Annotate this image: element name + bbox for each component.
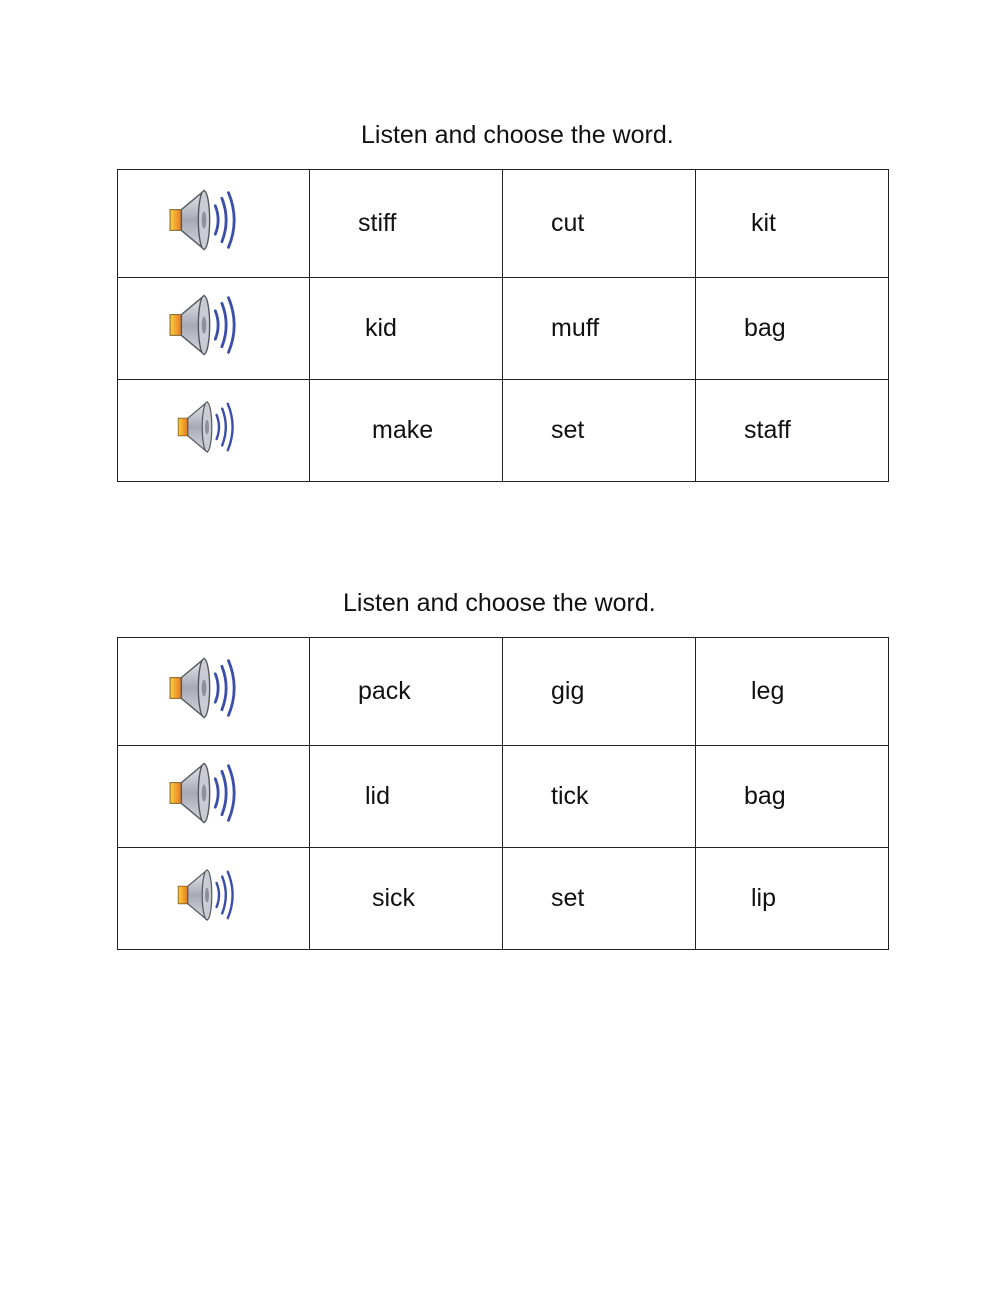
- audio-cell: [118, 746, 310, 848]
- word-cell: [696, 638, 889, 746]
- word-option[interactable]: kit: [751, 209, 776, 237]
- word-option[interactable]: set: [551, 416, 585, 444]
- word-cell: [503, 746, 696, 848]
- word-cell: [503, 638, 696, 746]
- audio-cell: [118, 380, 310, 482]
- word-cell: [310, 746, 503, 848]
- audio-cell: [118, 170, 310, 278]
- exercise-1-title: Listen and choose the word.: [361, 121, 674, 149]
- word-cell: [310, 380, 503, 482]
- word-option[interactable]: muff: [551, 314, 600, 342]
- speaker-icon[interactable]: [166, 760, 242, 826]
- word-option[interactable]: stiff: [358, 209, 397, 237]
- table-row: [118, 380, 889, 482]
- table-row: [118, 638, 889, 746]
- word-option[interactable]: staff: [744, 416, 791, 444]
- exercise-2-title: Listen and choose the word.: [343, 589, 656, 617]
- speaker-icon[interactable]: [166, 292, 242, 358]
- word-option[interactable]: kid: [365, 314, 397, 342]
- word-cell: [696, 380, 889, 482]
- word-option[interactable]: pack: [358, 677, 411, 705]
- word-option[interactable]: leg: [751, 677, 785, 705]
- speaker-icon[interactable]: [175, 399, 239, 455]
- word-option[interactable]: lid: [365, 782, 391, 810]
- word-cell: [696, 278, 889, 380]
- word-cell: [503, 170, 696, 278]
- exercise-2-table: [117, 637, 889, 950]
- word-option[interactable]: tick: [551, 782, 589, 810]
- word-cell: [310, 848, 503, 950]
- audio-cell: [118, 848, 310, 950]
- word-option[interactable]: bag: [744, 314, 786, 342]
- word-option[interactable]: set: [551, 884, 585, 912]
- word-option[interactable]: lip: [751, 884, 777, 912]
- table-row: [118, 170, 889, 278]
- audio-cell: [118, 638, 310, 746]
- table-row: [118, 278, 889, 380]
- word-cell: [310, 638, 503, 746]
- word-option[interactable]: gig: [551, 677, 585, 705]
- word-cell: [696, 746, 889, 848]
- word-option[interactable]: make: [372, 416, 434, 444]
- word-cell: [503, 278, 696, 380]
- word-cell: [503, 848, 696, 950]
- exercise-1-table: [117, 169, 889, 482]
- word-cell: [310, 170, 503, 278]
- word-cell: [503, 380, 696, 482]
- word-option[interactable]: sick: [372, 884, 416, 912]
- speaker-icon[interactable]: [175, 867, 239, 923]
- word-cell: [310, 278, 503, 380]
- table-row: [118, 848, 889, 950]
- audio-cell: [118, 278, 310, 380]
- word-option[interactable]: bag: [744, 782, 786, 810]
- speaker-icon[interactable]: [166, 187, 242, 253]
- table-row: [118, 746, 889, 848]
- word-cell: [696, 170, 889, 278]
- word-option[interactable]: cut: [551, 209, 585, 237]
- word-cell: [696, 848, 889, 950]
- speaker-icon[interactable]: [166, 655, 242, 721]
